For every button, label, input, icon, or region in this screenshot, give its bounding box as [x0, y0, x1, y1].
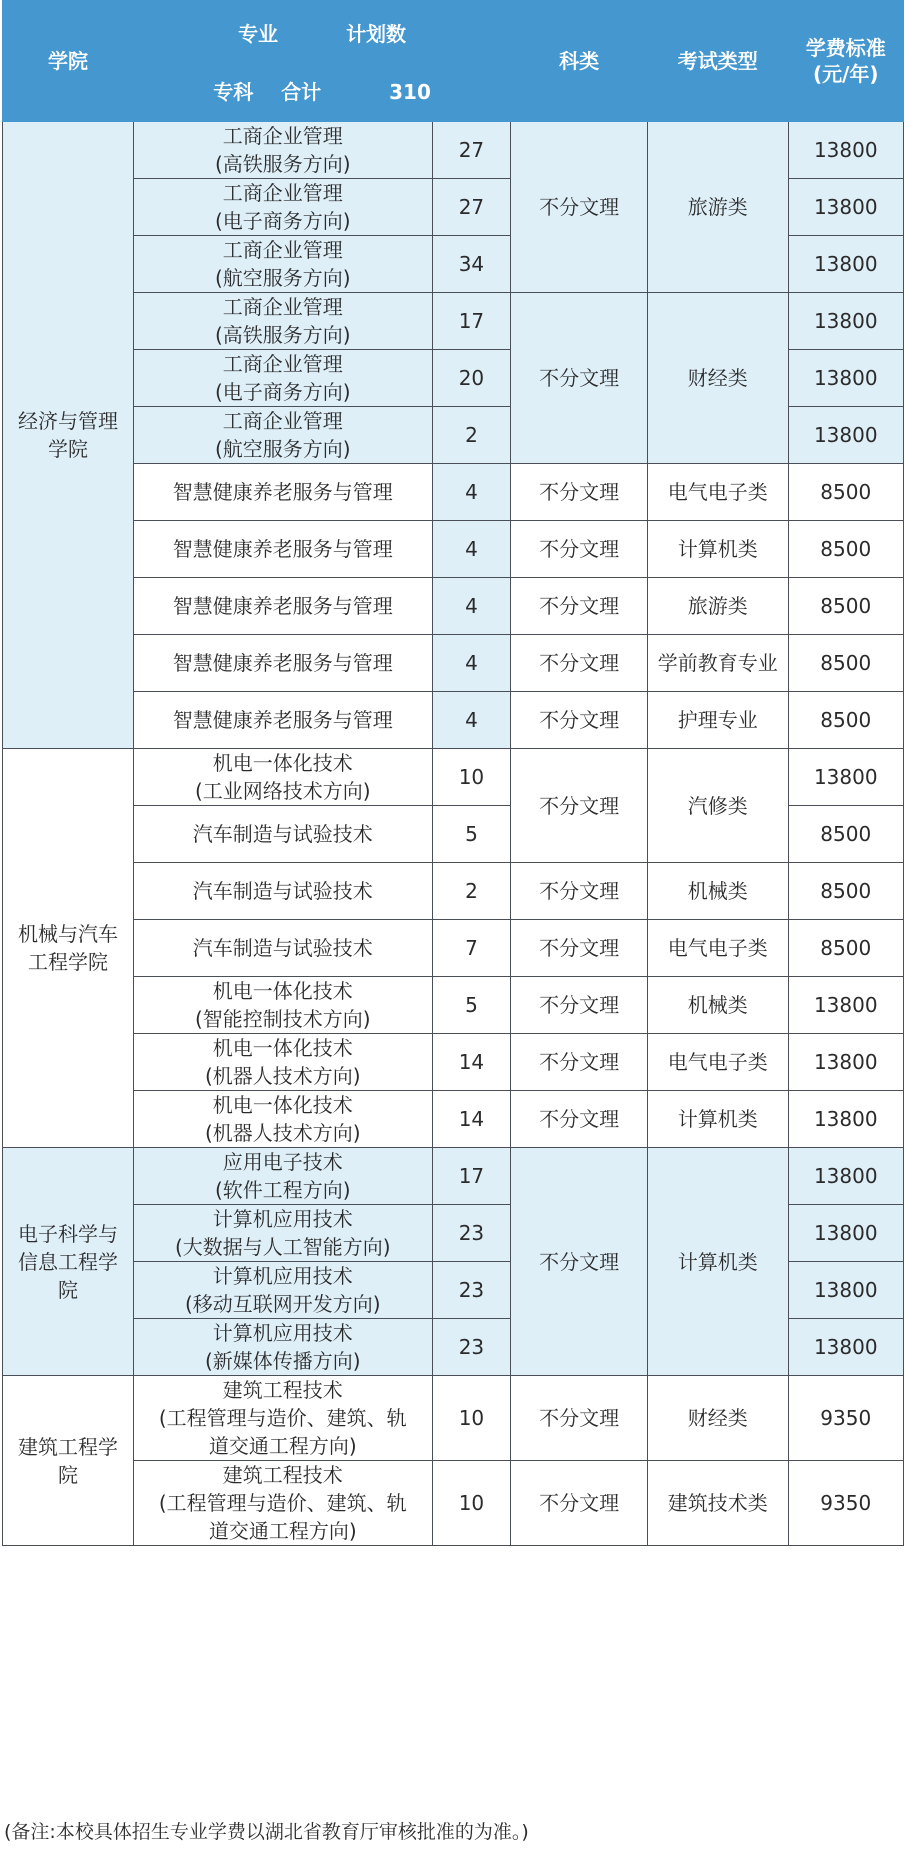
tuition-cell: 8500: [788, 692, 903, 749]
plan-count: 20: [432, 350, 511, 407]
major-cell: [133, 1319, 432, 1376]
major-direction: (移动互联网开发方向): [184, 1292, 381, 1316]
header-major: 专业: [238, 22, 279, 46]
major-cell: [133, 920, 432, 977]
tuition-cell: 13800: [788, 236, 903, 293]
major-name: 机电一体化技术: [212, 1093, 353, 1117]
major-name: 汽车制造与试验技术: [192, 879, 373, 903]
major-cell: [133, 407, 432, 464]
exam-type-cell: 计算机类: [648, 1091, 788, 1148]
header-exam-type: 考试类型: [648, 1, 788, 122]
major-cell: [133, 464, 432, 521]
major-name: 应用电子技术: [222, 1150, 343, 1174]
category-cell: 不分文理: [511, 920, 648, 977]
header-college: 学院: [3, 1, 134, 122]
table-row: [3, 977, 904, 1034]
tuition-cell: 13800: [788, 122, 903, 179]
major-cell: [133, 1205, 432, 1262]
major-direction: (工业网络技术方向): [194, 779, 371, 803]
category-cell: 不分文理: [511, 1091, 648, 1148]
major-direction: (智能控制技术方向): [194, 1007, 371, 1031]
tuition-cell: 13800: [788, 350, 903, 407]
plan-count: 23: [432, 1205, 511, 1262]
major-name: 智慧健康养老服务与管理: [172, 537, 393, 561]
exam-type-cell: 汽修类: [648, 749, 788, 863]
table-row: [3, 1376, 904, 1461]
major-cell: [133, 692, 432, 749]
plan-count: 10: [432, 1376, 511, 1461]
category-cell: 不分文理: [511, 578, 648, 635]
major-name: 机电一体化技术: [212, 751, 353, 775]
category-cell: 不分文理: [511, 464, 648, 521]
category-cell: 不分文理: [511, 977, 648, 1034]
exam-type-cell: 电气电子类: [648, 920, 788, 977]
table-row: [3, 1034, 904, 1091]
major-name: 工商企业管理: [222, 295, 343, 319]
major-direction: (软件工程方向): [214, 1178, 351, 1202]
tuition-cell: 13800: [788, 179, 903, 236]
table-row: [3, 521, 904, 578]
major-name: 汽车制造与试验技术: [192, 936, 373, 960]
exam-type-cell: 建筑技术类: [648, 1461, 788, 1546]
admission-table: [2, 0, 904, 1546]
major-name: 建筑工程技术: [222, 1378, 343, 1402]
major-direction: (电子商务方向): [214, 380, 351, 404]
major-name: 工商企业管理: [222, 181, 343, 205]
category-cell: 不分文理: [511, 1034, 648, 1091]
exam-type-cell: 电气电子类: [648, 1034, 788, 1091]
category-cell: 不分文理: [511, 1148, 648, 1376]
major-name: 智慧健康养老服务与管理: [172, 708, 393, 732]
major-direction: (工程管理与造价、建筑、轨: [158, 1491, 407, 1515]
plan-count: 2: [432, 407, 511, 464]
header-tuition: 学费标准 (元/年): [788, 1, 903, 122]
table-row: [3, 1148, 904, 1205]
tuition-cell: 8500: [788, 806, 903, 863]
category-cell: 不分文理: [511, 1376, 648, 1461]
plan-count: 5: [432, 977, 511, 1034]
major-name: 工商企业管理: [222, 124, 343, 148]
footnote: (备注:本校具体招生专业学费以湖北省教育厅审核批准的为准。): [4, 1821, 529, 1843]
plan-count: 17: [432, 1148, 511, 1205]
header-major-plan: [133, 1, 510, 122]
major-cell: [133, 179, 432, 236]
major-cell: [133, 1376, 432, 1461]
table-row: [3, 749, 904, 806]
table-row: [3, 464, 904, 521]
table-row: [3, 1091, 904, 1148]
table-row: [3, 920, 904, 977]
table-row: [3, 635, 904, 692]
major-direction: (机器人技术方向): [204, 1121, 361, 1145]
major-cell: [133, 1034, 432, 1091]
major-name: 计算机应用技术: [212, 1207, 353, 1231]
plan-count: 23: [432, 1262, 511, 1319]
major-name: 计算机应用技术: [212, 1321, 353, 1345]
tuition-cell: 8500: [788, 635, 903, 692]
college-name: 机械与汽车工程学院: [3, 749, 134, 1148]
category-cell: 不分文理: [511, 692, 648, 749]
exam-type-cell: 电气电子类: [648, 464, 788, 521]
category-cell: 不分文理: [511, 122, 648, 293]
tuition-cell: 9350: [788, 1376, 903, 1461]
tuition-cell: 13800: [788, 293, 903, 350]
plan-count: 5: [432, 806, 511, 863]
tuition-cell: 13800: [788, 1205, 903, 1262]
major-name: 工商企业管理: [222, 409, 343, 433]
exam-type-cell: 计算机类: [648, 521, 788, 578]
tuition-cell: 13800: [788, 1148, 903, 1205]
major-direction: (高铁服务方向): [214, 152, 351, 176]
header-plan-total: 310: [389, 80, 431, 104]
major-cell: [133, 293, 432, 350]
major-cell: [133, 749, 432, 806]
major-name: 智慧健康养老服务与管理: [172, 651, 393, 675]
tuition-cell: 8500: [788, 863, 903, 920]
header-level: 专科 合计: [213, 80, 322, 104]
exam-type-cell: 计算机类: [648, 1148, 788, 1376]
major-name: 智慧健康养老服务与管理: [172, 594, 393, 618]
major-cell: [133, 977, 432, 1034]
tuition-cell: 13800: [788, 407, 903, 464]
plan-count: 27: [432, 179, 511, 236]
tuition-cell: 13800: [788, 1034, 903, 1091]
major-cell: [133, 236, 432, 293]
major-direction: (工程管理与造价、建筑、轨: [158, 1406, 407, 1430]
major-name: 工商企业管理: [222, 238, 343, 262]
tuition-cell: 13800: [788, 1319, 903, 1376]
exam-type-cell: 旅游类: [648, 122, 788, 293]
category-cell: 不分文理: [511, 293, 648, 464]
major-name: 汽车制造与试验技术: [192, 822, 373, 846]
major-cell: [133, 350, 432, 407]
major-name: 智慧健康养老服务与管理: [172, 480, 393, 504]
exam-type-cell: 护理专业: [648, 692, 788, 749]
major-cell: [133, 1148, 432, 1205]
table-row: [3, 692, 904, 749]
tuition-cell: 13800: [788, 977, 903, 1034]
plan-count: 4: [432, 464, 511, 521]
plan-count: 14: [432, 1091, 511, 1148]
table-row: [3, 122, 904, 179]
major-direction: (航空服务方向): [214, 437, 351, 461]
major-direction: (高铁服务方向): [214, 323, 351, 347]
plan-count: 4: [432, 578, 511, 635]
tuition-cell: 8500: [788, 464, 903, 521]
major-cell: [133, 122, 432, 179]
college-name: 经济与管理学院: [3, 122, 134, 749]
table-row: [3, 293, 904, 350]
table-row: [3, 1461, 904, 1546]
plan-count: 4: [432, 521, 511, 578]
plan-count: 7: [432, 920, 511, 977]
major-cell: [133, 1091, 432, 1148]
college-name: 建筑工程学院: [3, 1376, 134, 1546]
plan-count: 14: [432, 1034, 511, 1091]
major-cell: [133, 806, 432, 863]
major-cell: [133, 635, 432, 692]
header-row: [3, 1, 904, 122]
plan-count: 4: [432, 692, 511, 749]
tuition-cell: 13800: [788, 1091, 903, 1148]
category-cell: 不分文理: [511, 1461, 648, 1546]
header-category: 科类: [511, 1, 648, 122]
table-row: [3, 863, 904, 920]
major-direction: (新媒体传播方向): [204, 1349, 361, 1373]
plan-count: 10: [432, 1461, 511, 1546]
exam-type-cell: 学前教育专业: [648, 635, 788, 692]
major-direction: (大数据与人工智能方向): [174, 1235, 391, 1259]
plan-count: 2: [432, 863, 511, 920]
major-direction: (机器人技术方向): [204, 1064, 361, 1088]
table-row: [3, 578, 904, 635]
major-name: 计算机应用技术: [212, 1264, 353, 1288]
header-plan: 计划数: [346, 22, 407, 46]
tuition-cell: 8500: [788, 578, 903, 635]
tuition-cell: 8500: [788, 920, 903, 977]
exam-type-cell: 机械类: [648, 977, 788, 1034]
exam-type-cell: 财经类: [648, 293, 788, 464]
major-cell: [133, 521, 432, 578]
tuition-cell: 8500: [788, 521, 903, 578]
plan-count: 23: [432, 1319, 511, 1376]
major-name: 工商企业管理: [222, 352, 343, 376]
category-cell: 不分文理: [511, 521, 648, 578]
major-name: 机电一体化技术: [212, 979, 353, 1003]
major-cell: [133, 1262, 432, 1319]
category-cell: 不分文理: [511, 863, 648, 920]
plan-count: 4: [432, 635, 511, 692]
major-name: 建筑工程技术: [222, 1463, 343, 1487]
tuition-cell: 13800: [788, 749, 903, 806]
tuition-cell: 13800: [788, 1262, 903, 1319]
category-cell: 不分文理: [511, 749, 648, 863]
major-cell: [133, 578, 432, 635]
plan-count: 10: [432, 749, 511, 806]
major-direction-cont: 道交通工程方向): [208, 1519, 357, 1543]
exam-type-cell: 旅游类: [648, 578, 788, 635]
major-name: 机电一体化技术: [212, 1036, 353, 1060]
college-name: 电子科学与信息工程学院: [3, 1148, 134, 1376]
tuition-cell: 9350: [788, 1461, 903, 1546]
exam-type-cell: 机械类: [648, 863, 788, 920]
exam-type-cell: 财经类: [648, 1376, 788, 1461]
plan-count: 34: [432, 236, 511, 293]
major-cell: [133, 1461, 432, 1546]
category-cell: 不分文理: [511, 635, 648, 692]
major-direction: (电子商务方向): [214, 209, 351, 233]
major-direction: (航空服务方向): [214, 266, 351, 290]
plan-count: 17: [432, 293, 511, 350]
major-cell: [133, 863, 432, 920]
major-direction-cont: 道交通工程方向): [208, 1434, 357, 1458]
plan-count: 27: [432, 122, 511, 179]
